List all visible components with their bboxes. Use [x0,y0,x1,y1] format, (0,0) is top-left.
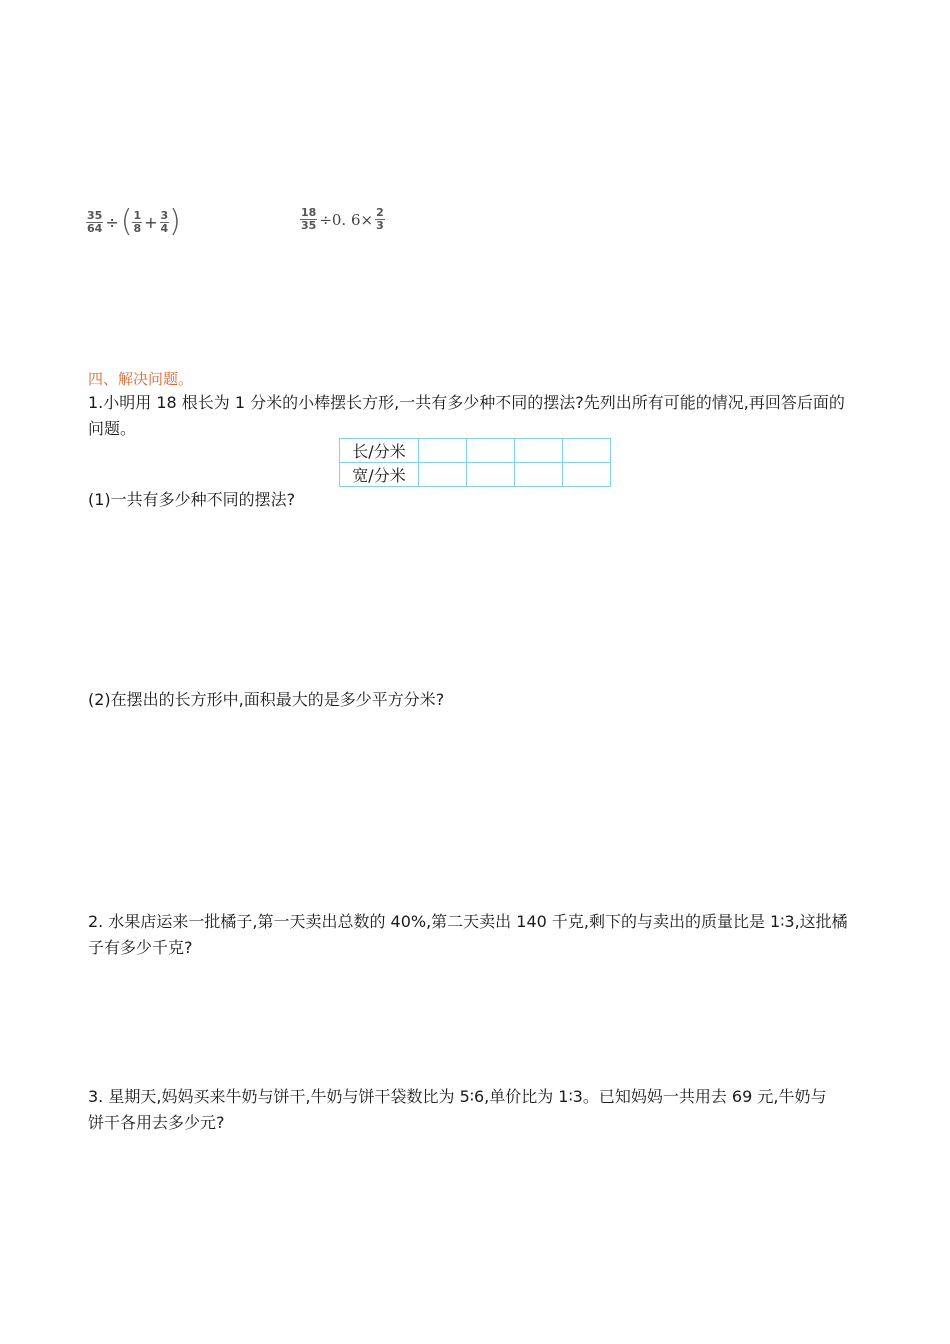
table-row-length [340,439,611,463]
table-cell[interactable] [419,439,467,463]
fraction-18-35: $\frac{18}{35}$ [301,206,317,232]
problem-3-text [88,1084,878,1136]
problem-2-line-2: 子有多少千克? [88,938,193,957]
close-paren: ) [169,204,181,239]
fraction-35-64: $\frac{35}{64}$ [87,208,103,235]
table-cell[interactable] [467,463,515,487]
problem-2-line-1: 2. 水果店运来一批橘子,第一天卖出总数的 40%,第二天卖出 140 千克,剩下的与卖出的质量比是 1∶3,这批橘 [88,912,848,931]
table-cell[interactable] [563,439,611,463]
fraction-1-8: $\frac{1}{8}$ [133,208,142,235]
row-label-width: 宽/分米 [340,463,419,487]
problem-1-number: 1. [88,393,104,412]
rectangle-table [339,438,611,487]
problem-1-question-1: (1)一共有多少种不同的摆法? [88,490,296,509]
section-heading: 四、解决问题。 [88,370,194,388]
table-cell[interactable] [563,463,611,487]
expression-2 [300,207,385,232]
problem-1-line-1 [88,390,878,416]
table-cell[interactable] [515,463,563,487]
problem-1-question-2: (2)在摆出的长方形中,面积最大的是多少平方分米? [88,690,445,709]
table-row-width [340,463,611,487]
problem-1-line-1-text: 小明用 18 根长为 1 分米的小棒摆长方形,一共有多少种不同的摆法?先列出所有可能的情况,再回答后面的 [103,393,845,412]
plus-operator: + [144,212,158,232]
fraction-3-4: $\frac{3}{4}$ [160,208,169,235]
expression-1 [86,204,181,239]
table-cell[interactable] [515,439,563,463]
fraction-2-3: $\frac{2}{3}$ [376,206,384,232]
row-label-length: 长/分米 [340,439,419,463]
problem-1-text [88,390,878,442]
table-cell[interactable] [419,463,467,487]
problem-3-line-2: 饼干各用去多少元? [88,1113,225,1132]
problem-3-line-1: 3. 星期天,妈妈买来牛奶与饼干,牛奶与饼干袋数比为 5∶6,单价比为 1∶3。已知妈妈一共用去 69 元,牛奶与 [88,1087,827,1106]
open-paren: ( [120,204,133,239]
divide-operator: ÷ [105,212,119,232]
divide-times-operator: ÷0. 6× [319,210,374,229]
table-cell[interactable] [467,439,515,463]
problem-2-text [88,909,878,961]
problem-1-line-2: 问题。 [88,419,137,438]
